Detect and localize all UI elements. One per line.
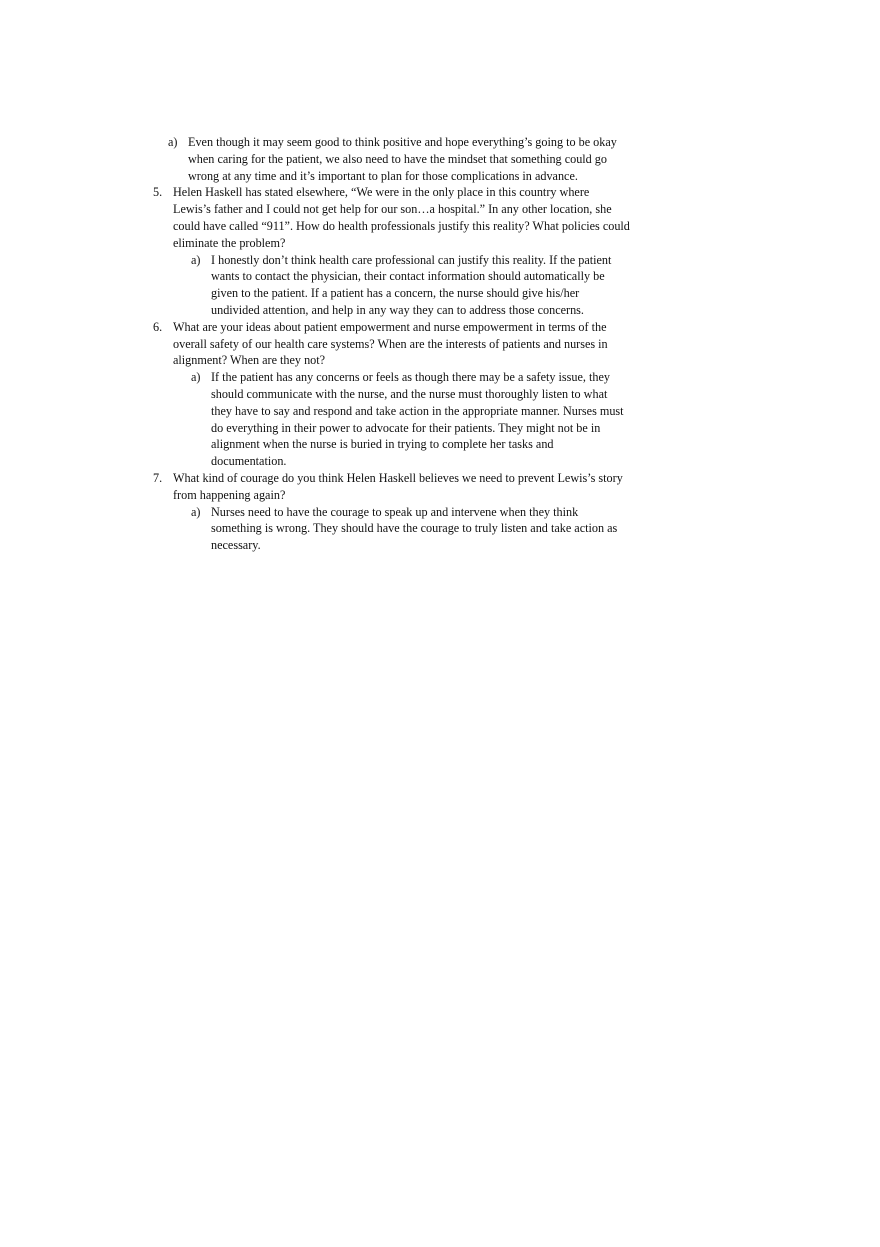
document-body xyxy=(150,134,630,554)
answer-marker: a) xyxy=(168,135,178,149)
answer-item xyxy=(173,369,630,470)
answer-text: Nurses need to have the courage to speak up and intervene when they think something is wrong. They should have the courage to truly listen and take action as necessary. xyxy=(211,504,618,553)
answer-item xyxy=(173,252,630,319)
intro-answer xyxy=(168,134,630,184)
answer-marker: a) xyxy=(191,370,201,385)
answer-text: If the patient has any concerns or feels as though there may be a safety issue, they should communicate with the nurse, and the nurse must thoroughly listen to what they have to say and respond and take action in the appropriate manner. Nurses must do everything in their power to advocate for their patients. They might not be in alignment when the nurse is buried in trying to complete her tasks and documentation. xyxy=(211,370,624,469)
question-number: 7. xyxy=(153,470,163,485)
question-number: 6. xyxy=(153,319,163,334)
question-text: What are your ideas about patient empowerment and nurse empowerment in terms of the overall safety of our health care systems? When are the interests of patients and nurses in alignment? When are they not? xyxy=(173,319,608,368)
answer-text: I honestly don’t think health care professional can justify this reality. If the patient wants to contact the physician, their contact information should automatically be given to the patient. If a patient has a concern, the nurse should give his/her undivided attention, and help in any way they can to address those concerns. xyxy=(211,252,612,317)
question-text: What kind of courage do you think Helen Haskell believes we need to prevent Lewis’s story from happening again? xyxy=(173,470,623,502)
question-item-6 xyxy=(150,319,630,470)
question-number: 5. xyxy=(153,185,163,200)
answer-marker: a) xyxy=(191,504,201,519)
answer-item xyxy=(173,504,630,554)
question-text: Helen Haskell has stated elsewhere, “We were in the only place in this country where Lewis’s father and I could not get help for our son…a hospital.” In any other location, she could have called “911”. How do health professionals justify this reality? What policies could eliminate the problem? xyxy=(173,185,630,250)
answer-text: Even though it may seem good to think positive and hope everything’s going to be okay when caring for the patient, we also need to have the mindset that something could go wrong at any time and it’s important to plan for those complications in advance. xyxy=(188,135,617,183)
question-item-7 xyxy=(150,470,630,554)
question-item-5 xyxy=(150,184,630,318)
answer-marker: a) xyxy=(191,252,201,267)
